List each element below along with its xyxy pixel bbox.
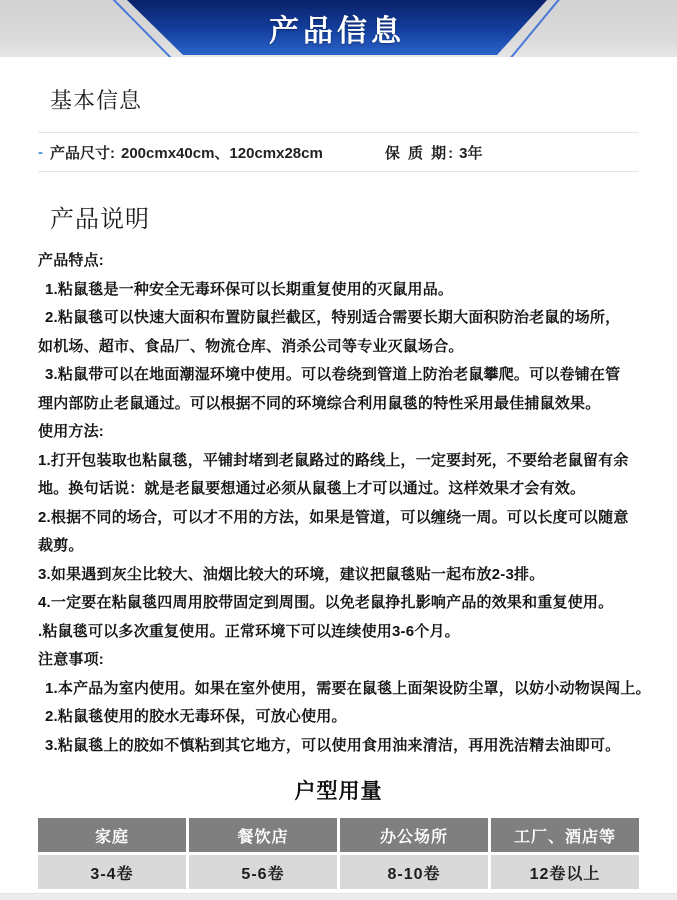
spec-row xyxy=(38,132,639,172)
description-body xyxy=(38,247,651,760)
table-header-cell: 餐饮店 xyxy=(189,818,337,852)
body-line: 1.打开包装取也粘鼠毯，平铺封堵到老鼠路过的路线上，一定要封死，不要给老鼠留有余 xyxy=(38,451,629,469)
page-title: 产品信息 xyxy=(269,14,405,48)
footer-strip xyxy=(0,893,677,900)
body-line: 理内部防止老鼠通过。可以根据不同的环境综合利用鼠毯的特性采用最佳捕鼠效果。 xyxy=(38,394,601,412)
table-value-cell: 8-10卷 xyxy=(340,855,488,889)
body-line: 如机场、超市、食品厂、物流仓库、消杀公司等专业灭鼠场合。 xyxy=(38,337,464,355)
content-area xyxy=(0,84,677,889)
body-line: 产品特点: xyxy=(38,252,104,269)
table-header-cell: 办公场所 xyxy=(340,818,488,852)
body-line: 3.如果遇到灰尘比较大、油烟比较大的环境，建议把鼠毯贴一起布放2-3排。 xyxy=(38,565,545,583)
body-line: .粘鼠毯可以多次重复使用。正常环境下可以连续使用3-6个月。 xyxy=(38,622,460,640)
size-label: 产品尺寸: xyxy=(50,145,115,162)
shelf-life-label: 保 质 期: xyxy=(384,145,456,162)
body-line: 3.粘鼠毯上的胶如不慎粘到其它地方，可以使用食用油来清洁，再用洗洁精去油即可。 xyxy=(45,736,621,754)
body-line: 1.粘鼠毯是一种安全无毒环保可以长期重复使用的灭鼠用品。 xyxy=(45,280,454,298)
body-line: 3.粘鼠带可以在地面潮湿环境中使用。可以卷绕到管道上防治老鼠攀爬。可以卷铺在管 xyxy=(45,366,621,383)
spec-dash: - xyxy=(38,144,43,161)
body-line: 2.粘鼠毯可以快速大面积布置防鼠拦截区，特别适合需要长期大面积防治老鼠的场所， xyxy=(45,309,621,326)
body-line: 注意事项: xyxy=(38,651,104,668)
body-line: 裁剪。 xyxy=(38,537,84,554)
body-line: 2.根据不同的场合，可以才不用的方法，如果是管道，可以缠绕一周。可以长度可以随意 xyxy=(38,508,629,526)
table-header-cell: 工厂、酒店等 xyxy=(491,818,639,852)
basic-info-heading: 基本信息 xyxy=(50,88,143,113)
body-line: 使用方法: xyxy=(38,423,104,440)
table-value-cell: 5-6卷 xyxy=(189,855,337,889)
table-value-cell: 12卷以上 xyxy=(491,855,639,889)
body-line: 4.一定要在粘鼠毯四周用胶带固定到周围。以免老鼠挣扎影响产品的效果和重复使用。 xyxy=(38,594,614,611)
body-line: 地。换句话说：就是老鼠要想通过必须从鼠毯上才可以通过。这样效果才会有效。 xyxy=(38,480,586,497)
usage-table xyxy=(38,818,639,889)
table-header-cell: 家庭 xyxy=(38,818,186,852)
body-line: 1.本产品为室内使用。如果在室外使用，需要在鼠毯上面架设防尘罩，以妨小动物误闯上。 xyxy=(45,679,651,697)
body-line: 2.粘鼠毯使用的胶水无毒环保，可放心使用。 xyxy=(45,708,347,725)
size-value: 200cmx40cm、120cmx28cm xyxy=(121,145,323,162)
usage-table-heading: 户型用量 xyxy=(294,780,383,803)
table-value-cell: 3-4卷 xyxy=(38,855,186,889)
shelf-life-value: 3年 xyxy=(459,145,483,162)
header-banner xyxy=(0,0,677,57)
description-heading: 产品说明 xyxy=(50,206,150,233)
